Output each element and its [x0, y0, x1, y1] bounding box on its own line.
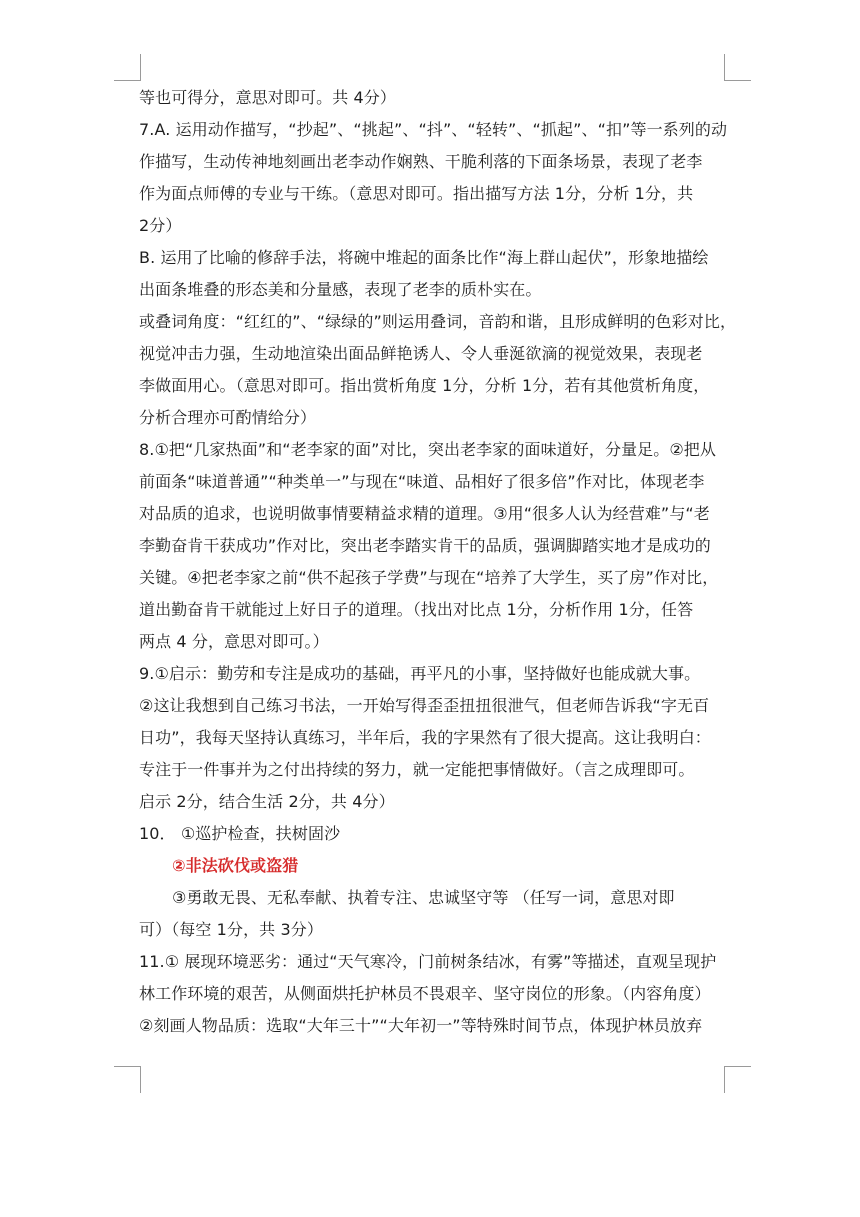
- text-line: 启示 2分，结合生活 2分，共 4分）: [139, 792, 395, 811]
- text-line: 等也可得分，意思对即可。共 4分）: [139, 88, 396, 107]
- text-line: 两点 4 分，意思对即可。）: [139, 632, 329, 651]
- text-line: 11.① 展现环境恶劣：通过“天气寒冷，门前树条结冰，有雾”等描述，直观呈现护: [139, 952, 717, 971]
- text-line: 8.①把“几家热面”和“老李家的面”对比，突出老李家的面味道好，分量足。②把从: [139, 440, 717, 459]
- text-line: 出面条堆叠的形态美和分量感，表现了老李的质朴实在。: [139, 280, 542, 299]
- text-line: 李做面用心。（意思对即可。指出赏析角度 1分，分析 1分，若有其他赏析角度，: [139, 376, 710, 395]
- text-line: 作为面点师傅的专业与干练。（意思对即可。指出描写方法 1分，分析 1分，共: [139, 184, 694, 203]
- answer-text-body: [139, 82, 739, 1042]
- text-line: 作描写，生动传神地刻画出老李动作娴熟、干脆利落的下面条场景，表现了老李: [139, 152, 703, 171]
- crop-mark-bottom-right: [724, 1066, 751, 1093]
- text-line: 李勤奋肯干获成功”作对比，突出老李踏实肯干的品质，强调脚踏实地才是成功的: [139, 536, 711, 555]
- text-line: 对品质的追求，也说明做事情要精益求精的道理。③用“很多人认为经营难”与“老: [139, 504, 710, 523]
- text-line: 林工作环境的艰苦，从侧面烘托护林员不畏艰辛、坚守岗位的形象。（内容角度）: [139, 984, 711, 1003]
- text-line: 10． ①巡护检查，扶树固沙: [139, 824, 341, 843]
- text-line: 9.①启示：勤劳和专注是成功的基础，再平凡的小事，坚持做好也能成就大事。: [139, 664, 701, 683]
- text-line: 关键。④把老李家之前“供不起孩子学费”与现在“培养了大学生，买了房”作对比，: [139, 568, 719, 587]
- text-line: 道出勤奋肯干就能过上好日子的道理。（找出对比点 1分，分析作用 1分，任答: [139, 600, 694, 619]
- text-line: ②刻画人物品质：选取“大年三十”“大年初一”等特殊时间节点，体现护林员放弃: [139, 1016, 703, 1035]
- text-line: 2分）: [139, 216, 182, 235]
- highlighted-answer: ②非法砍伐或盗猎: [172, 856, 299, 875]
- crop-mark-top-right: [724, 54, 751, 81]
- crop-mark-top-left: [114, 54, 141, 81]
- text-line: 专注于一件事并为之付出持续的努力，就一定能把事情做好。（言之成理即可。: [139, 760, 695, 779]
- text-line: ③勇敢无畏、无私奉献、执着专注、忠诚坚守等 （任写一词，意思对即: [172, 888, 675, 907]
- text-line: 日功”，我每天坚持认真练习，半年后，我的字果然有了很大提高。这让我明白：: [139, 728, 711, 747]
- text-line: 或叠词角度：“红红的”、“绿绿的”则运用叠词，音韵和谐，且形成鲜明的色彩对比，: [139, 312, 737, 331]
- text-line: 可）（每空 1分，共 3分）: [139, 920, 323, 939]
- text-line: 视觉冲击力强，生动地渲染出面品鲜艳诱人、令人垂涎欲滴的视觉效果，表现老: [139, 344, 703, 363]
- text-line: B. 运用了比喻的修辞手法，将碗中堆起的面条比作“海上群山起伏”，形象地描绘: [139, 248, 709, 267]
- text-line: 分析合理亦可酌情给分）: [139, 408, 317, 427]
- text-line: ②这让我想到自己练习书法，一开始写得歪歪扭扭很泄气，但老师告诉我“字无百: [139, 696, 710, 715]
- text-line: 前面条“味道普通”“种类单一”与现在“味道、品相好了很多倍”作对比，体现老李: [139, 472, 705, 491]
- crop-mark-bottom-left: [114, 1066, 141, 1093]
- text-line: 7.A. 运用动作描写，“抄起”、“挑起”、“抖”、“轻转”、“抓起”、“扣”等一系列的动: [139, 120, 728, 139]
